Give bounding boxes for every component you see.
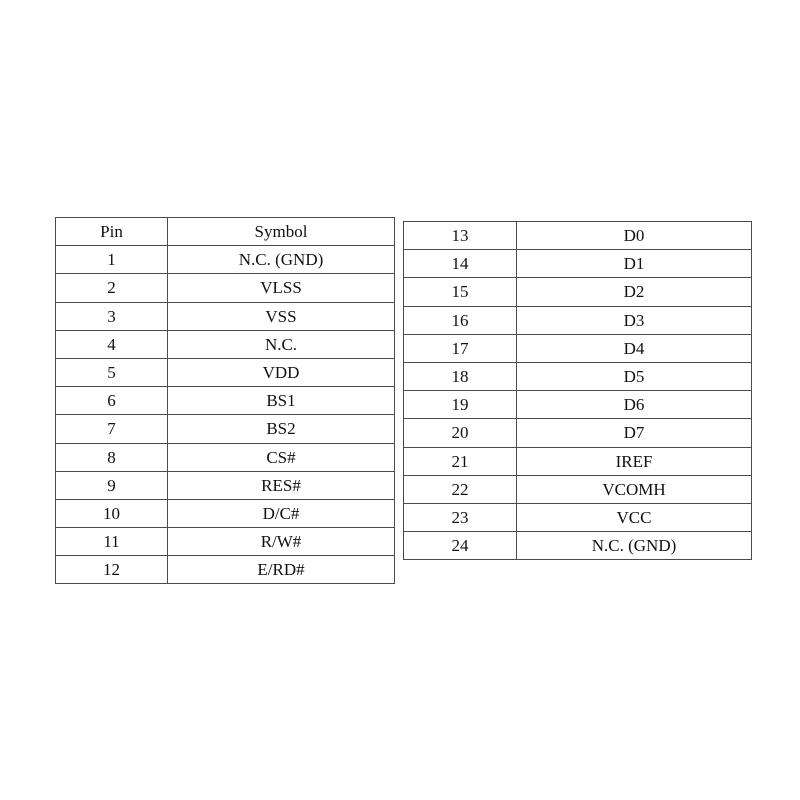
pin-number: 16 (404, 306, 517, 334)
table-row (56, 443, 395, 471)
pin-symbol: D2 (517, 278, 752, 306)
pin-symbol: N.C. (GND) (517, 532, 752, 560)
pin-number: 10 (56, 499, 168, 527)
table-row (56, 302, 395, 330)
pin-symbol: VSS (168, 302, 395, 330)
pin-symbol: CS# (168, 443, 395, 471)
pin-number: 22 (404, 475, 517, 503)
table-row (404, 419, 752, 447)
table-row (56, 387, 395, 415)
pin-symbol: IREF (517, 447, 752, 475)
pin-symbol: R/W# (168, 528, 395, 556)
pin-symbol: N.C. (168, 330, 395, 358)
pin-symbol: D7 (517, 419, 752, 447)
table-row (56, 274, 395, 302)
table-row (404, 532, 752, 560)
table-row (404, 391, 752, 419)
pin-number: 7 (56, 415, 168, 443)
pin-table-left-body (56, 218, 395, 584)
table-row (404, 250, 752, 278)
pin-number: 13 (404, 222, 517, 250)
pin-symbol: BS2 (168, 415, 395, 443)
pin-number: 20 (404, 419, 517, 447)
pin-number: 24 (404, 532, 517, 560)
table-row (56, 330, 395, 358)
pin-number: 12 (56, 556, 168, 584)
pin-number: 11 (56, 528, 168, 556)
pin-number: 9 (56, 471, 168, 499)
pin-symbol: D0 (517, 222, 752, 250)
pin-number: 19 (404, 391, 517, 419)
pin-symbol: D1 (517, 250, 752, 278)
table-row (404, 306, 752, 334)
table-row (404, 362, 752, 390)
table-row (56, 471, 395, 499)
pin-symbol: D/C# (168, 499, 395, 527)
pin-symbol: D4 (517, 334, 752, 362)
pin-number: 18 (404, 362, 517, 390)
table-row (404, 475, 752, 503)
header-symbol: Symbol (168, 218, 395, 246)
pin-symbol: BS1 (168, 387, 395, 415)
table-row (404, 334, 752, 362)
pin-number: 4 (56, 330, 168, 358)
table-header-row (56, 218, 395, 246)
pin-number: 23 (404, 503, 517, 531)
pin-symbol: VLSS (168, 274, 395, 302)
pin-number: 8 (56, 443, 168, 471)
pin-symbol: RES# (168, 471, 395, 499)
pin-table-left (55, 217, 395, 584)
pin-symbol: D3 (517, 306, 752, 334)
pin-number: 1 (56, 246, 168, 274)
table-row (404, 278, 752, 306)
pin-number: 21 (404, 447, 517, 475)
pin-number: 6 (56, 387, 168, 415)
table-row (56, 358, 395, 386)
table-row (404, 503, 752, 531)
pin-table-right (403, 221, 752, 560)
table-row (56, 415, 395, 443)
pin-symbol: D5 (517, 362, 752, 390)
pin-symbol: VCOMH (517, 475, 752, 503)
pin-symbol: E/RD# (168, 556, 395, 584)
pin-number: 17 (404, 334, 517, 362)
pin-number: 5 (56, 358, 168, 386)
pin-number: 3 (56, 302, 168, 330)
table-row (404, 447, 752, 475)
pin-symbol: N.C. (GND) (168, 246, 395, 274)
table-row (56, 528, 395, 556)
pin-number: 2 (56, 274, 168, 302)
pin-number: 14 (404, 250, 517, 278)
table-row (56, 246, 395, 274)
table-row (56, 499, 395, 527)
table-row (404, 222, 752, 250)
pin-symbol: D6 (517, 391, 752, 419)
pin-symbol: VCC (517, 503, 752, 531)
pin-number: 15 (404, 278, 517, 306)
header-pin: Pin (56, 218, 168, 246)
pin-table-right-body (404, 222, 752, 560)
pin-symbol: VDD (168, 358, 395, 386)
table-row (56, 556, 395, 584)
